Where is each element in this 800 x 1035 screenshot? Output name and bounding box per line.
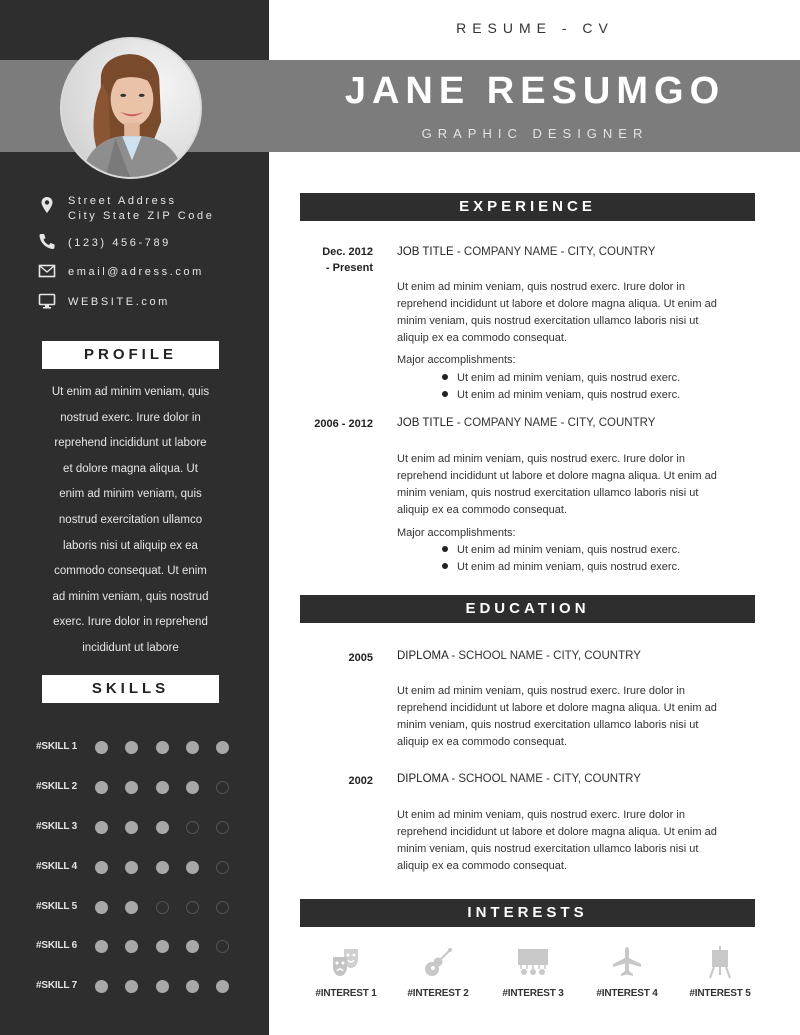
skill-dot-filled-icon	[216, 741, 229, 754]
skill-label: #SKILL 6	[36, 940, 78, 951]
description-line: aliquip ex ea commodo consequat.	[397, 504, 567, 516]
interest-item-5	[674, 945, 766, 999]
skill-dot-filled-icon	[95, 821, 108, 834]
experience-date	[290, 416, 373, 432]
skill-dot-filled-icon	[95, 901, 108, 914]
description-line: minim veniam, quis nostrud exercitation ullamco laboris nisi ut	[397, 315, 699, 327]
skill-row	[36, 738, 236, 758]
company-location: - COMPANY NAME - CITY, COUNTRY	[453, 417, 656, 429]
skill-dot-filled-icon	[156, 781, 169, 794]
profile-summary	[40, 380, 221, 662]
interest-item-3	[487, 945, 579, 999]
interest-label: #INTEREST 5	[689, 988, 751, 999]
skill-dot-filled-icon	[186, 861, 199, 874]
description-line: minim veniam, quis nostrud exercitation ullamco laboris nisi ut	[397, 843, 699, 855]
skills-heading: SKILLS	[42, 675, 219, 703]
skill-dot-empty-icon	[186, 901, 199, 914]
education-title	[397, 773, 641, 785]
interests-heading: INTERESTS	[300, 899, 755, 927]
easel-icon	[703, 945, 737, 979]
interest-label: #INTEREST 4	[596, 988, 658, 999]
cinema-screen-icon	[516, 945, 550, 979]
profile-line: Ut enim ad minim veniam, quis	[51, 386, 210, 398]
experience-description	[397, 451, 759, 519]
skill-row	[36, 778, 236, 798]
experience-title	[397, 417, 655, 429]
school-location: - SCHOOL NAME - CITY, COUNTRY	[448, 650, 641, 662]
skill-label: #SKILL 3	[36, 821, 78, 832]
skill-dot-filled-icon	[95, 940, 108, 953]
description-line: minim veniam, quis nostrud exercitation ullamco laboris nisi ut	[397, 487, 699, 499]
description-line: Ut enim ad minim veniam, quis nostrud exerc. Irure dolor in	[397, 685, 685, 697]
envelope-icon	[38, 262, 56, 280]
skill-row	[36, 937, 236, 957]
accomplishments-label: Major accomplishments:	[397, 527, 516, 539]
phone-number[interactable]: (123) 456-789	[68, 237, 171, 249]
skill-label: #SKILL 2	[36, 781, 78, 792]
skill-dot-filled-icon	[186, 781, 199, 794]
phone-icon	[38, 232, 56, 250]
skill-dot-filled-icon	[156, 861, 169, 874]
description-line: aliquip ex ea commodo consequat.	[397, 736, 567, 748]
description-line: minim veniam, quis nostrud exercitation ullamco laboris nisi ut	[397, 719, 699, 731]
description-line: reprehend incididunt ut labore et dolore magna aliqua. Ut enim ad	[397, 298, 717, 310]
profile-photo	[60, 37, 202, 179]
education-title	[397, 650, 641, 662]
profile-line: incididunt ut labore	[82, 641, 179, 654]
education-year: 2002	[348, 775, 373, 787]
interest-item-1	[300, 945, 392, 999]
interest-item-4	[581, 945, 673, 999]
skill-dot-filled-icon	[156, 980, 169, 993]
website-link[interactable]: WEBSITE.com	[68, 296, 170, 308]
skill-dot-filled-icon	[125, 980, 138, 993]
description-line: reprehend incididunt ut labore et dolore magna aliqua. Ut enim ad	[397, 826, 717, 838]
profile-line: nostrud exerc. Irure dolor in	[60, 411, 201, 424]
skill-label: #SKILL 5	[36, 901, 78, 912]
interest-item-2	[392, 945, 484, 999]
address-line-2: City State ZIP Code	[68, 210, 215, 222]
profile-line: reprehend incididunt ut labore	[54, 437, 207, 450]
diploma: DIPLOMA	[397, 773, 449, 785]
skill-dot-filled-icon	[125, 901, 138, 914]
description-line: reprehend incididunt ut labore et dolore magna aliqua. Ut enim ad	[397, 702, 717, 714]
skill-dot-filled-icon	[125, 940, 138, 953]
skill-dot-filled-icon	[156, 741, 169, 754]
skill-row	[36, 858, 236, 878]
skill-dot-filled-icon	[186, 980, 199, 993]
interest-label: #INTEREST 1	[315, 988, 377, 999]
skill-dot-empty-icon	[186, 821, 199, 834]
accomplishment-item: Ut enim ad minim veniam, quis nostrud exerc.	[442, 561, 680, 573]
skill-dot-filled-icon	[95, 781, 108, 794]
email-address[interactable]: email@adress.com	[68, 266, 204, 278]
job-title: JOB TITLE	[397, 417, 454, 429]
skill-dot-filled-icon	[95, 741, 108, 754]
profile-line: commodo consequat. Ut enim	[54, 565, 207, 578]
skill-row	[36, 818, 236, 838]
portrait-image	[62, 39, 200, 177]
document-type: RESUME - CV	[456, 20, 614, 36]
description-line: Ut enim ad minim veniam, quis nostrud exerc. Irure dolor in	[397, 453, 685, 465]
skill-dot-empty-icon	[216, 821, 229, 834]
description-line: reprehend incididunt ut labore et dolore magna aliqua. Ut enim ad	[397, 470, 717, 482]
guitar-icon	[421, 945, 455, 979]
date-end: - Present	[325, 262, 373, 274]
skill-dot-filled-icon	[156, 821, 169, 834]
interest-label: #INTEREST 2	[407, 988, 469, 999]
job-title: JOB TITLE	[397, 246, 454, 258]
skill-dot-empty-icon	[216, 901, 229, 914]
skill-dot-empty-icon	[216, 940, 229, 953]
date-start: Dec. 2012	[322, 246, 373, 258]
skill-dot-filled-icon	[125, 861, 138, 874]
profile-line: et dolore magna aliqua. Ut	[63, 462, 198, 475]
skill-dot-filled-icon	[95, 980, 108, 993]
monitor-icon	[38, 292, 56, 310]
description-line: aliquip ex ea commodo consequat.	[397, 332, 567, 344]
skill-dot-filled-icon	[186, 940, 199, 953]
interest-label: #INTEREST 3	[502, 988, 564, 999]
theater-masks-icon	[329, 945, 363, 979]
skill-dot-filled-icon	[95, 861, 108, 874]
experience-description	[397, 279, 759, 347]
profile-line: enim ad minim veniam, quis	[59, 488, 202, 501]
skill-label: #SKILL 4	[36, 861, 78, 872]
candidate-name: JANE RESUMGO	[344, 70, 726, 112]
skill-dot-empty-icon	[216, 861, 229, 874]
school-location: - SCHOOL NAME - CITY, COUNTRY	[448, 773, 641, 785]
accomplishments-label: Major accomplishments:	[397, 354, 516, 366]
education-description	[397, 683, 759, 751]
diploma: DIPLOMA	[397, 650, 449, 662]
skill-dot-filled-icon	[216, 980, 229, 993]
accomplishment-item: Ut enim ad minim veniam, quis nostrud exerc.	[442, 544, 680, 556]
profile-line: ad minim veniam, quis nostrud	[52, 590, 209, 603]
profile-heading: PROFILE	[42, 341, 219, 369]
accomplishment-item: Ut enim ad minim veniam, quis nostrud exerc.	[442, 389, 680, 401]
skill-dot-empty-icon	[156, 901, 169, 914]
profile-line: nostrud exercitation ullamco	[58, 513, 203, 526]
location-pin-icon	[38, 196, 56, 214]
candidate-role: GRAPHIC DESIGNER	[421, 126, 649, 141]
skill-dot-filled-icon	[125, 781, 138, 794]
skill-row	[36, 898, 236, 918]
education-year: 2005	[348, 652, 373, 664]
accomplishment-item: Ut enim ad minim veniam, quis nostrud exerc.	[442, 372, 680, 384]
airplane-icon	[610, 945, 644, 979]
experience-heading: EXPERIENCE	[300, 193, 755, 221]
education-description	[397, 807, 759, 875]
skill-label: #SKILL 7	[36, 980, 78, 991]
experience-date	[290, 244, 373, 276]
skill-dot-filled-icon	[125, 741, 138, 754]
education-heading: EDUCATION	[300, 595, 755, 623]
skill-dot-filled-icon	[156, 940, 169, 953]
date-range: 2006 - 2012	[314, 418, 373, 430]
experience-title	[397, 246, 655, 258]
skill-dot-filled-icon	[186, 741, 199, 754]
skill-dot-filled-icon	[125, 821, 138, 834]
profile-line: exerc. Irure dolor in reprehend	[53, 616, 208, 629]
address-line-1: Street Address	[68, 195, 177, 207]
skill-label: #SKILL 1	[36, 741, 78, 752]
description-line: aliquip ex ea commodo consequat.	[397, 860, 567, 872]
description-line: Ut enim ad minim veniam, quis nostrud exerc. Irure dolor in	[397, 809, 685, 821]
skill-dot-empty-icon	[216, 781, 229, 794]
skill-row	[36, 977, 236, 997]
company-location: - COMPANY NAME - CITY, COUNTRY	[453, 246, 656, 258]
description-line: Ut enim ad minim veniam, quis nostrud exerc. Irure dolor in	[397, 281, 685, 293]
profile-line: laboris nisi ut aliquip ex ea	[63, 539, 198, 552]
